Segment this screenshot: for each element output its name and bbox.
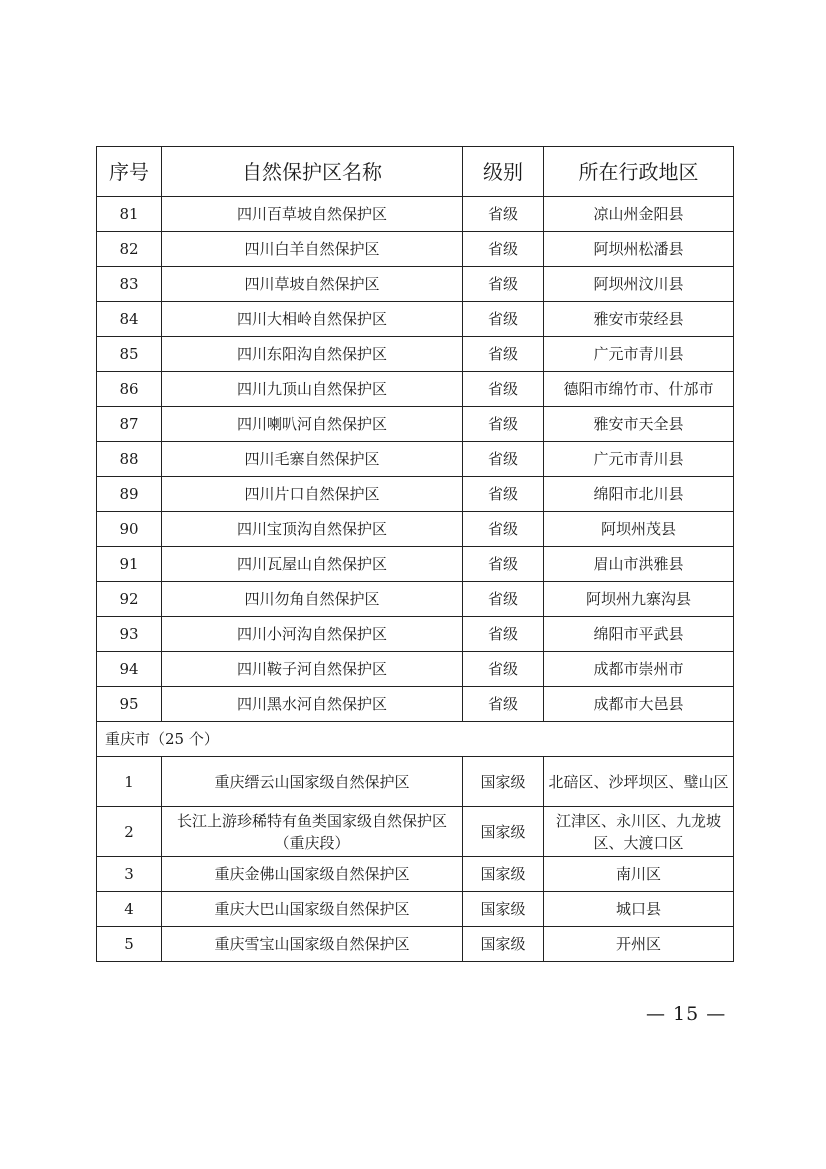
row-region: 阿坝州九寨沟县: [544, 582, 734, 617]
row-region: 绵阳市平武县: [544, 617, 734, 652]
row-level: 国家级: [463, 807, 544, 857]
row-reserve-name: 四川草坡自然保护区: [162, 267, 463, 302]
row-index: 92: [97, 582, 162, 617]
row-region: 江津区、永川区、九龙坡区、大渡口区: [544, 807, 734, 857]
row-index: 82: [97, 232, 162, 267]
row-index: 90: [97, 512, 162, 547]
row-level: 省级: [463, 407, 544, 442]
row-reserve-name: 四川黑水河自然保护区: [162, 687, 463, 722]
row-level: 省级: [463, 477, 544, 512]
row-region: 成都市崇州市: [544, 652, 734, 687]
table-row: [97, 267, 734, 302]
row-level: 国家级: [463, 927, 544, 962]
row-reserve-name: 四川宝顶沟自然保护区: [162, 512, 463, 547]
row-region: 城口县: [544, 892, 734, 927]
row-index: 81: [97, 197, 162, 232]
table-row: [97, 927, 734, 962]
row-region: 阿坝州汶川县: [544, 267, 734, 302]
table-row: [97, 757, 734, 807]
table-row: [97, 302, 734, 337]
row-reserve-name: 四川百草坡自然保护区: [162, 197, 463, 232]
table-row: [97, 617, 734, 652]
header-index: 序号: [97, 147, 162, 197]
row-index: 5: [97, 927, 162, 962]
row-level: 国家级: [463, 757, 544, 807]
table-row: [97, 232, 734, 267]
table-row: [97, 857, 734, 892]
table-row: [97, 512, 734, 547]
row-level: 省级: [463, 442, 544, 477]
row-level: 省级: [463, 617, 544, 652]
page-number: — 15 —: [646, 1003, 727, 1025]
table-row: [97, 582, 734, 617]
row-reserve-name: 四川白羊自然保护区: [162, 232, 463, 267]
row-region: 眉山市洪雅县: [544, 547, 734, 582]
table-row: [97, 547, 734, 582]
section-title: 重庆市（25 个）: [97, 722, 734, 757]
row-level: 省级: [463, 687, 544, 722]
row-index: 1: [97, 757, 162, 807]
row-region: 凉山州金阳县: [544, 197, 734, 232]
row-reserve-name: 重庆金佛山国家级自然保护区: [162, 857, 463, 892]
row-reserve-name: 四川毛寨自然保护区: [162, 442, 463, 477]
header-region: 所在行政地区: [544, 147, 734, 197]
header-level: 级别: [463, 147, 544, 197]
table-row: [97, 892, 734, 927]
row-index: 88: [97, 442, 162, 477]
row-region: 德阳市绵竹市、什邡市: [544, 372, 734, 407]
row-index: 83: [97, 267, 162, 302]
row-reserve-name: 四川勿角自然保护区: [162, 582, 463, 617]
row-reserve-name: 重庆雪宝山国家级自然保护区: [162, 927, 463, 962]
row-level: 省级: [463, 512, 544, 547]
row-region: 北碚区、沙坪坝区、璧山区: [544, 757, 734, 807]
row-index: 2: [97, 807, 162, 857]
row-reserve-name: 长江上游珍稀特有鱼类国家级自然保护区（重庆段）: [162, 807, 463, 857]
row-index: 89: [97, 477, 162, 512]
row-reserve-name: 四川东阳沟自然保护区: [162, 337, 463, 372]
row-reserve-name: 四川瓦屋山自然保护区: [162, 547, 463, 582]
row-level: 省级: [463, 232, 544, 267]
table-body: [97, 197, 734, 962]
row-region: 广元市青川县: [544, 442, 734, 477]
row-level: 省级: [463, 302, 544, 337]
row-level: 省级: [463, 652, 544, 687]
row-region: 阿坝州茂县: [544, 512, 734, 547]
row-region: 成都市大邑县: [544, 687, 734, 722]
row-level: 国家级: [463, 857, 544, 892]
row-region: 开州区: [544, 927, 734, 962]
table-row: [97, 652, 734, 687]
table-row: [97, 372, 734, 407]
row-level: 省级: [463, 372, 544, 407]
row-level: 省级: [463, 197, 544, 232]
row-region: 阿坝州松潘县: [544, 232, 734, 267]
row-index: 91: [97, 547, 162, 582]
section-row: [97, 722, 734, 757]
table-row: [97, 337, 734, 372]
row-reserve-name: 四川鞍子河自然保护区: [162, 652, 463, 687]
table-row: [97, 197, 734, 232]
row-reserve-name: 四川喇叭河自然保护区: [162, 407, 463, 442]
row-region: 雅安市荥经县: [544, 302, 734, 337]
row-index: 95: [97, 687, 162, 722]
header-reserve-name: 自然保护区名称: [162, 147, 463, 197]
row-level: 省级: [463, 582, 544, 617]
row-reserve-name: 四川片口自然保护区: [162, 477, 463, 512]
row-region: 雅安市天全县: [544, 407, 734, 442]
row-index: 84: [97, 302, 162, 337]
row-reserve-name: 重庆大巴山国家级自然保护区: [162, 892, 463, 927]
row-region: 南川区: [544, 857, 734, 892]
row-reserve-name: 四川九顶山自然保护区: [162, 372, 463, 407]
row-index: 87: [97, 407, 162, 442]
row-level: 省级: [463, 337, 544, 372]
table-header-row: [97, 147, 734, 197]
table-row: [97, 442, 734, 477]
table-row: [97, 807, 734, 857]
row-level: 省级: [463, 547, 544, 582]
row-reserve-name: 重庆缙云山国家级自然保护区: [162, 757, 463, 807]
row-index: 93: [97, 617, 162, 652]
nature-reserve-table: [96, 146, 734, 962]
table-row: [97, 687, 734, 722]
row-index: 85: [97, 337, 162, 372]
row-index: 94: [97, 652, 162, 687]
row-reserve-name: 四川大相岭自然保护区: [162, 302, 463, 337]
row-index: 86: [97, 372, 162, 407]
row-level: 国家级: [463, 892, 544, 927]
table-row: [97, 477, 734, 512]
row-region: 绵阳市北川县: [544, 477, 734, 512]
table-row: [97, 407, 734, 442]
row-index: 4: [97, 892, 162, 927]
row-region: 广元市青川县: [544, 337, 734, 372]
row-level: 省级: [463, 267, 544, 302]
row-index: 3: [97, 857, 162, 892]
row-reserve-name: 四川小河沟自然保护区: [162, 617, 463, 652]
